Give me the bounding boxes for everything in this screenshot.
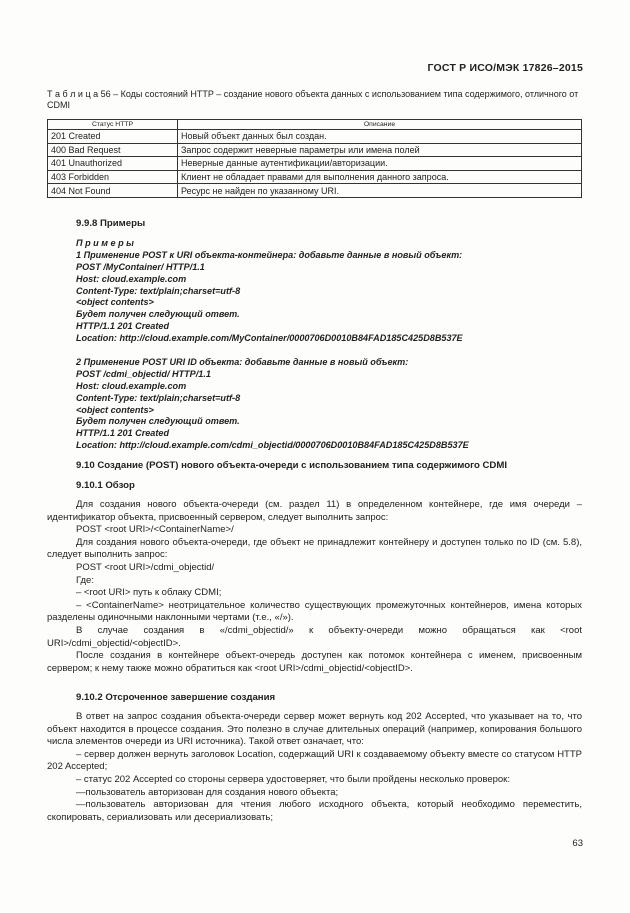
- list-item: – <root URI> путь к облаку CDMI;: [76, 587, 222, 599]
- table-row: [48, 184, 582, 198]
- example-line: Будет получен следующий ответ.: [76, 309, 240, 320]
- status-cell: 401 Unauthorized: [48, 157, 178, 171]
- status-cell: 400 Bad Request: [48, 143, 178, 157]
- examples-block-2: [76, 357, 469, 452]
- example-line: Будет получен следующий ответ.: [76, 416, 240, 427]
- list-item: —пользователь авторизован для чтения любого исходного объекта, который необходимо переместить, скопировать, сериализовать или десериализовать;: [47, 799, 582, 823]
- example-line: Location: http://cloud.example.com/MyContainer/0000706D0010B84FAD185C425D8B537E: [76, 333, 463, 344]
- paragraph: В ответ на запрос создания объекта-очереди сервер может вернуть код 202 Accepted, что указывает на то, что объект находится в процессе создания. Это полезно в случае длительных операций (например, копирования большого числа элементов очереди из URI источника). Такой ответ означает, что:: [47, 711, 582, 748]
- paragraph: Для создания нового объекта-очереди (см. раздел 11) в определенном контейнере, где имя очереди – идентификатор объекта, присвоенный сервером, следует выполнить запрос:: [47, 499, 582, 523]
- example-line: <object contents>: [76, 404, 154, 415]
- overview-text: [47, 499, 582, 675]
- paragraph: Для создания нового объекта-очереди, где объект не принадлежит контейнеру и доступен только по ID (см. 5.8), следует выполнить запрос:: [47, 536, 582, 561]
- table-header-row: [48, 120, 582, 130]
- table-row: [48, 143, 582, 157]
- deferred-text: [47, 711, 582, 824]
- example-line: Content-Type: text/plain;charset=utf-8: [76, 285, 241, 296]
- paragraph: Где:: [76, 574, 94, 586]
- example-line: 1 Применение POST к URI объекта-контейнера: добавьте данные в новый объект:: [76, 249, 463, 260]
- example-line: Host: cloud.example.com: [76, 273, 187, 284]
- column-header-description: Описание: [178, 120, 582, 130]
- example-line: 2 Применение POST URI ID объекта: добавьте данные в новый объект:: [76, 357, 409, 367]
- description-cell: Ресурс не найден по указанному URI.: [178, 184, 582, 198]
- document-header: ГОСТ Р ИСО/МЭК 17826–2015: [427, 62, 583, 74]
- status-cell: 201 Created: [48, 130, 178, 144]
- list-item: – статус 202 Accepted со стороны сервера удостоверяет, что были пройдены несколько проверок:: [76, 773, 510, 785]
- example-line: HTTP/1.1 201 Created: [76, 428, 169, 439]
- section-heading-9-10: 9.10 Создание (POST) нового объекта-очереди с использованием типа содержимого CDMI: [76, 460, 508, 471]
- section-heading-9-9-8: 9.9.8 Примеры: [76, 218, 146, 229]
- example-line: HTTP/1.1 201 Created: [76, 321, 169, 332]
- section-heading-9-10-2: 9.10.2 Отсроченное завершение создания: [76, 692, 276, 703]
- column-header-status: Статус HTTP: [48, 120, 178, 130]
- table-caption: Т а б л и ц а 56 – Коды состояний HTTP – создание нового объекта данных с использованием типа содержимого, отличного от CDMI: [47, 89, 579, 110]
- page-number: 63: [572, 838, 583, 849]
- paragraph: В случае создания в «/cdmi_objectid/» к объекту-очереди можно обращаться как <root URI>/cdmi_objectid/<objectID>.: [47, 624, 582, 649]
- example-line: Location: http://cloud.example.com/cdmi_objectid/0000706D0010B84FAD185C425D8B537E: [76, 440, 469, 451]
- example-line: Content-Type: text/plain;charset=utf-8: [76, 392, 241, 403]
- description-cell: Запрос содержит неверные параметры или имена полей: [178, 143, 582, 157]
- example-line: POST /cdmi_objectid/ HTTP/1.1: [76, 368, 211, 379]
- description-cell: Клиент не обладает правами для выполнения данного запроса.: [178, 170, 582, 184]
- list-item: —пользователь авторизован для создания нового объекта;: [76, 786, 339, 798]
- table-row: [48, 130, 582, 144]
- list-item: – <ContainerName> неотрицательное количество существующих промежуточных контейнеров, имена которых разделены одиночными наклонными чертами (т.е., «/»).: [47, 599, 582, 624]
- description-cell: Неверные данные аутентификации/авторизации.: [178, 157, 582, 171]
- http-status-table: [47, 119, 582, 198]
- request-line: POST <root URI>/cdmi_objectid/: [76, 561, 215, 573]
- status-cell: 404 Not Found: [48, 184, 178, 198]
- status-cell: 403 Forbidden: [48, 170, 178, 184]
- example-line: <object contents>: [76, 297, 154, 308]
- description-cell: Новый объект данных был создан.: [178, 130, 582, 144]
- example-line: POST /MyContainer/ HTTP/1.1: [76, 261, 205, 272]
- section-heading-9-10-1: 9.10.1 Обзор: [76, 480, 135, 491]
- request-line: POST <root URI>/<ContainerName>/: [76, 524, 234, 536]
- example-line: Host: cloud.example.com: [76, 380, 187, 391]
- examples-block-1: [76, 238, 463, 345]
- table-row: [48, 157, 582, 171]
- examples-label: П р и м е р ы: [76, 238, 134, 248]
- table-row: [48, 170, 582, 184]
- list-item: – сервер должен вернуть заголовок Location, содержащий URI к создаваемому объекту вместе со статусом HTTP 202 Accepted;: [47, 748, 582, 773]
- paragraph: После создания в контейнере объект-очередь доступен как потомок контейнера с именем, присвоенным сервером; к нему также можно обратиться как <root URI>/cdmi_objectid/<objectID>.: [47, 650, 582, 674]
